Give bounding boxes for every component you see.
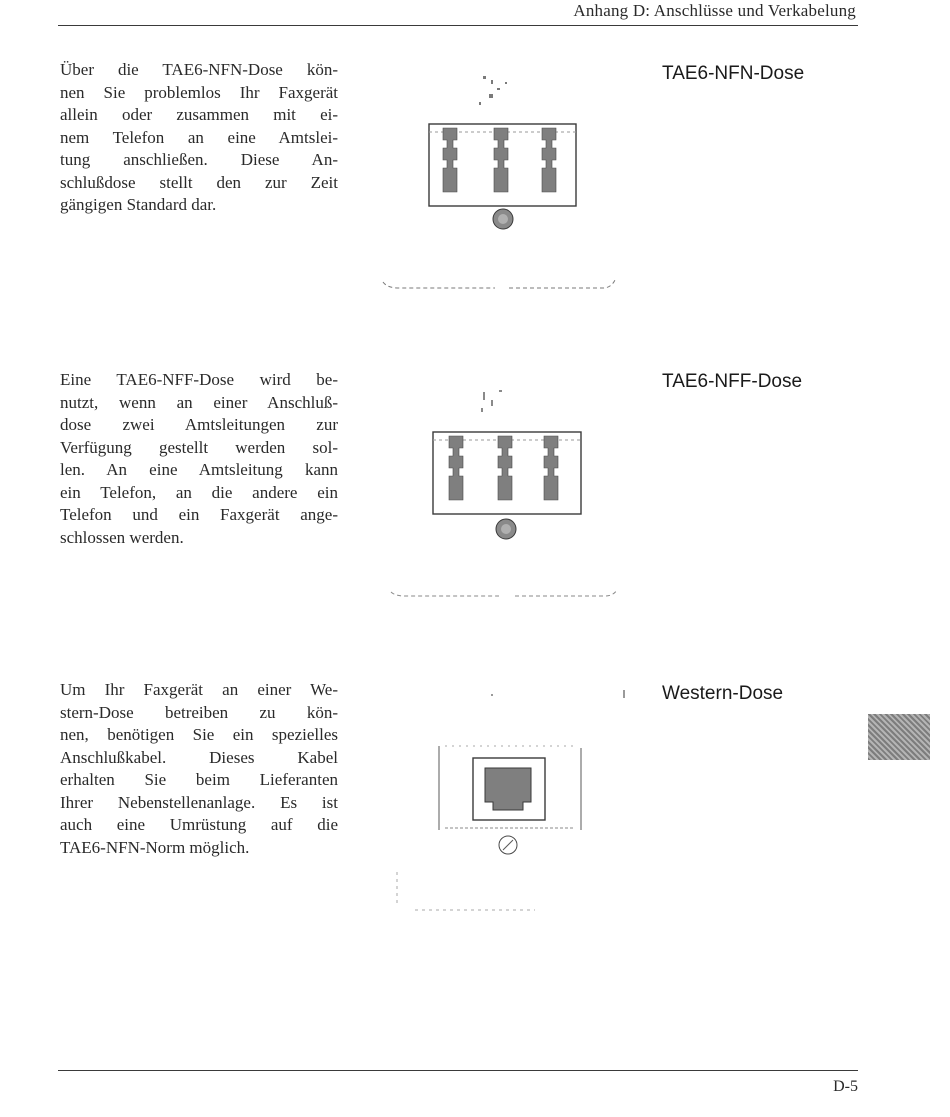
paragraph-tae6-nff	[60, 369, 338, 549]
text-line: nen, benötigen Sie ein spezielles	[60, 725, 338, 744]
text-line: erhalten Sie beim Lieferanten	[60, 770, 338, 789]
text-line: TAE6-NFN-Norm möglich.	[60, 837, 250, 857]
text-line: schlußdose stellt den zur Zeit	[60, 172, 338, 192]
text-line: nem Telefon an eine Amtslei-	[60, 127, 338, 147]
text-line: Ihrer Nebenstellenanlage. Es ist	[60, 792, 338, 812]
text-line: Verfügung gestellt werden sol-	[60, 437, 338, 457]
tae6-nff-socket-illustration	[375, 372, 625, 604]
text-line: dose zwei Amtsleitungen zur	[60, 415, 338, 434]
text-line: Eine TAE6-NFF-Dose wird be-	[60, 370, 338, 389]
label-tae6-nfn: TAE6-NFN-Dose	[662, 63, 805, 84]
text-line: ein Telefon, an die andere ein	[60, 482, 338, 502]
label-western: Western-Dose	[662, 683, 784, 704]
text-line: Anschlußkabel. Dieses Kabel	[60, 747, 338, 767]
label-tae6-nff: TAE6-NFF-Dose	[662, 371, 803, 392]
western-socket-illustration	[375, 672, 625, 922]
page-number: D-5	[833, 1078, 858, 1095]
section-tae6-nfn	[0, 0, 950, 320]
text-line: Um Ihr Faxgerät an einer We-	[60, 680, 338, 699]
text-line: schlossen werden.	[60, 527, 184, 547]
running-header: Anhang D: Anschlüsse und Verkabelung	[573, 1, 856, 20]
section-tae6-nff	[0, 310, 950, 630]
text-line: Telefon und ein Faxgerät ange-	[60, 505, 338, 524]
paragraph-tae6-nfn	[60, 59, 338, 217]
section-western	[0, 620, 950, 940]
text-line: len. An eine Amtsleitung kann	[60, 460, 338, 479]
text-line: gängigen Standard dar.	[60, 195, 217, 214]
text-line: stern-Dose betreiben zu kön-	[60, 702, 338, 722]
text-line: nen Sie problemlos Ihr Faxgerät	[60, 82, 338, 102]
text-line: auch eine Umrüstung auf die	[60, 815, 338, 834]
text-line: tung anschließen. Diese An-	[60, 150, 338, 169]
footer-rule	[58, 1070, 858, 1071]
text-line: nutzt, wenn an einer Anschluß-	[60, 392, 338, 412]
chapter-tab-marker	[868, 714, 930, 760]
tae6-nfn-socket-illustration	[375, 62, 625, 294]
paragraph-western	[60, 679, 338, 859]
text-line: allein oder zusammen mit ei-	[60, 105, 338, 124]
text-line: Über die TAE6-NFN-Dose kön-	[60, 60, 338, 79]
